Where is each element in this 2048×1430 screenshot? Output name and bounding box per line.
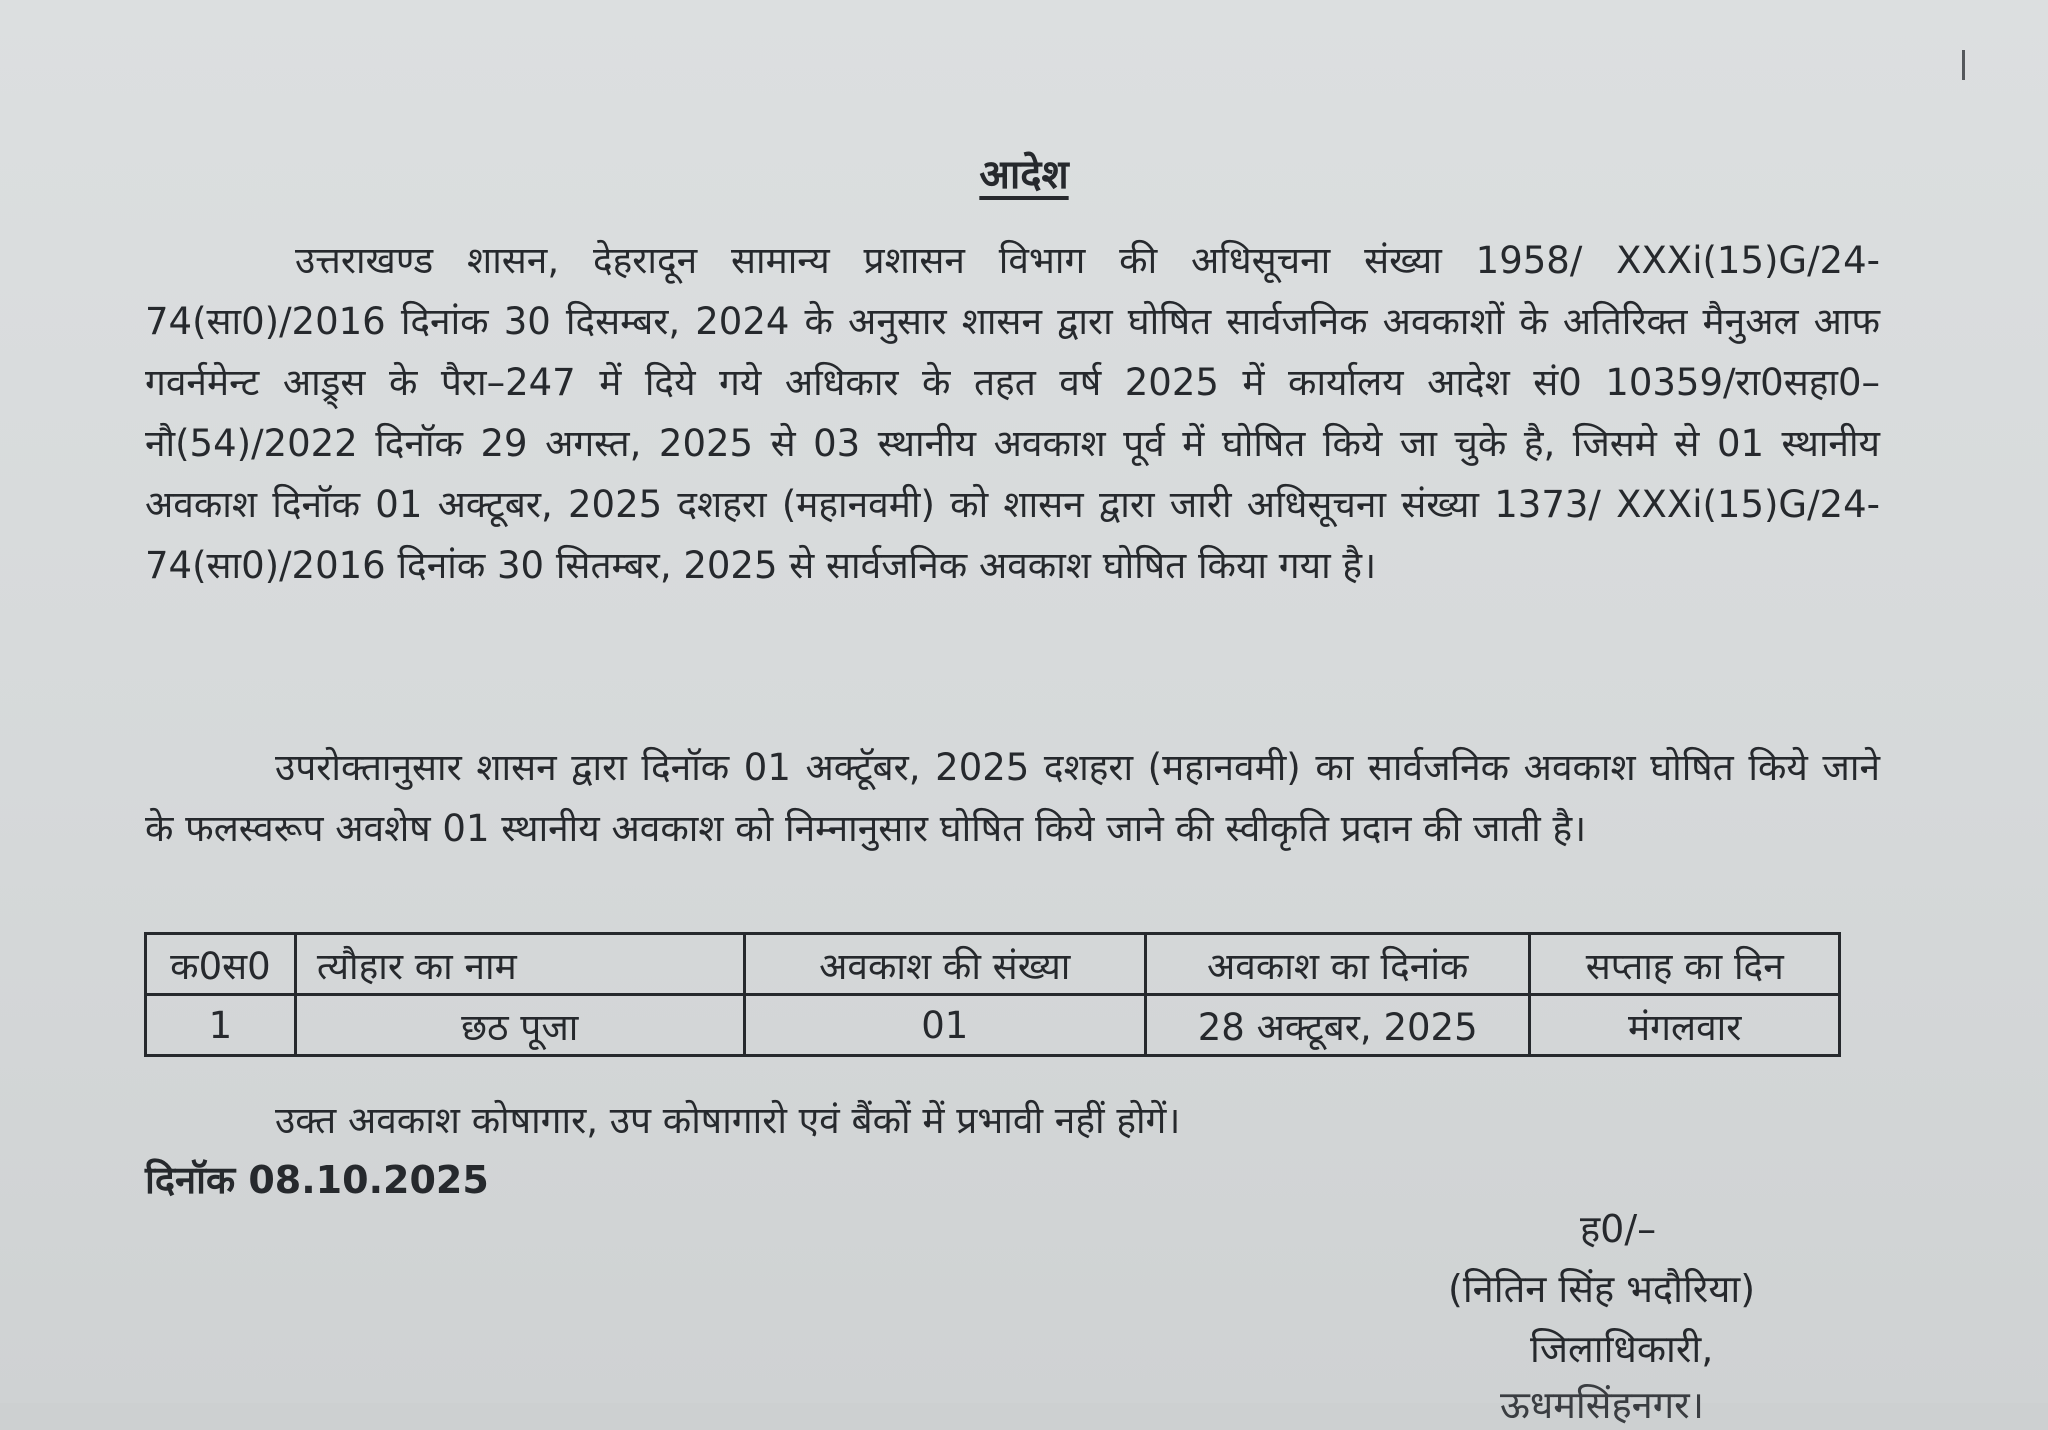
cell-holiday-count: 01 xyxy=(744,995,1145,1056)
header-holiday-date: अवकाश का दिनांक xyxy=(1145,934,1530,995)
header-weekday: सप्ताह का दिन xyxy=(1530,934,1840,995)
header-serial-number: क0स0 xyxy=(146,934,296,995)
signatory-designation: जिलाधिकारी, xyxy=(1530,1327,1714,1371)
cell-serial-number: 1 xyxy=(146,995,296,1056)
header-festival-name: त्यौहार का नाम xyxy=(295,934,744,995)
cell-festival-name: छठ पूजा xyxy=(295,995,744,1056)
signature-mark: ह0/– xyxy=(1580,1207,1657,1251)
signatory-place: ऊधमसिंहनगर। xyxy=(1500,1383,1705,1427)
paragraph-notification-reference: उत्तराखण्ड शासन, देहरादून सामान्य प्रशासन विभाग की अधिसूचना संख्या 1958/ XXXi(15)G/24-74(सा0)/2016 दिनांक 30 दिसम्बर, 2024 के अनुसार शासन द्वारा घोषित सार्वजनिक अवकाशों के अतिरिक्त मैनुअल आफ गवर्नमेन्ट आड्र्स के पैरा–247 में दिये गये अधिकार के तहत वर्ष 2025 में कार्यालय आदेश सं0 10359/रा0सहा0–नौ(54)/2022 दिनॉक 29 अगस्त, 2025 से 03 स्थानीय अवकाश पूर्व में घोषित किये जा चुके है, जिसमे से 01 स्थानीय अवकाश दिनॉक 01 अक्टूबर, 2025 दशहरा (महानवमी) को शासन द्वारा जारी अधिसूचना संख्या 1373/ XXXi(15)G/24-74(सा0)/2016 दिनांक 30 सितम्बर, 2025 से सार्वजनिक अवकाश घोषित किया गया है। xyxy=(145,239,1880,587)
cell-weekday: मंगलवार xyxy=(1530,995,1840,1056)
header-holiday-count: अवकाश की संख्या xyxy=(744,934,1145,995)
signatory-name: (नितिन सिंह भदौरिया) xyxy=(1448,1267,1756,1311)
margin-pen-mark xyxy=(1962,50,1965,80)
table-row xyxy=(146,995,1840,1056)
order-title: आदेश xyxy=(979,152,1069,198)
cell-holiday-date: 28 अक्टूबर, 2025 xyxy=(1145,995,1530,1056)
order-date: दिनॉक 08.10.2025 xyxy=(145,1158,489,1202)
paragraph-holiday-approval: उपरोक्तानुसार शासन द्वारा दिनॉक 01 अक्टॅूबर, 2025 दशहरा (महानवमी) का सार्वजनिक अवकाश घोषित किये जाने के फलस्वरूप अवशेष 01 स्थानीय अवकाश को निम्नानुसार घोषित किये जाने की स्वीकृति प्रदान की जाती है। xyxy=(145,746,1880,850)
table-header-row xyxy=(146,934,1840,995)
treasury-note: उक्त अवकाश कोषागार, उप कोषागारो एवं बैंकों में प्रभावी नहीं होगें। xyxy=(275,1099,1181,1142)
holiday-table xyxy=(144,932,1841,1057)
